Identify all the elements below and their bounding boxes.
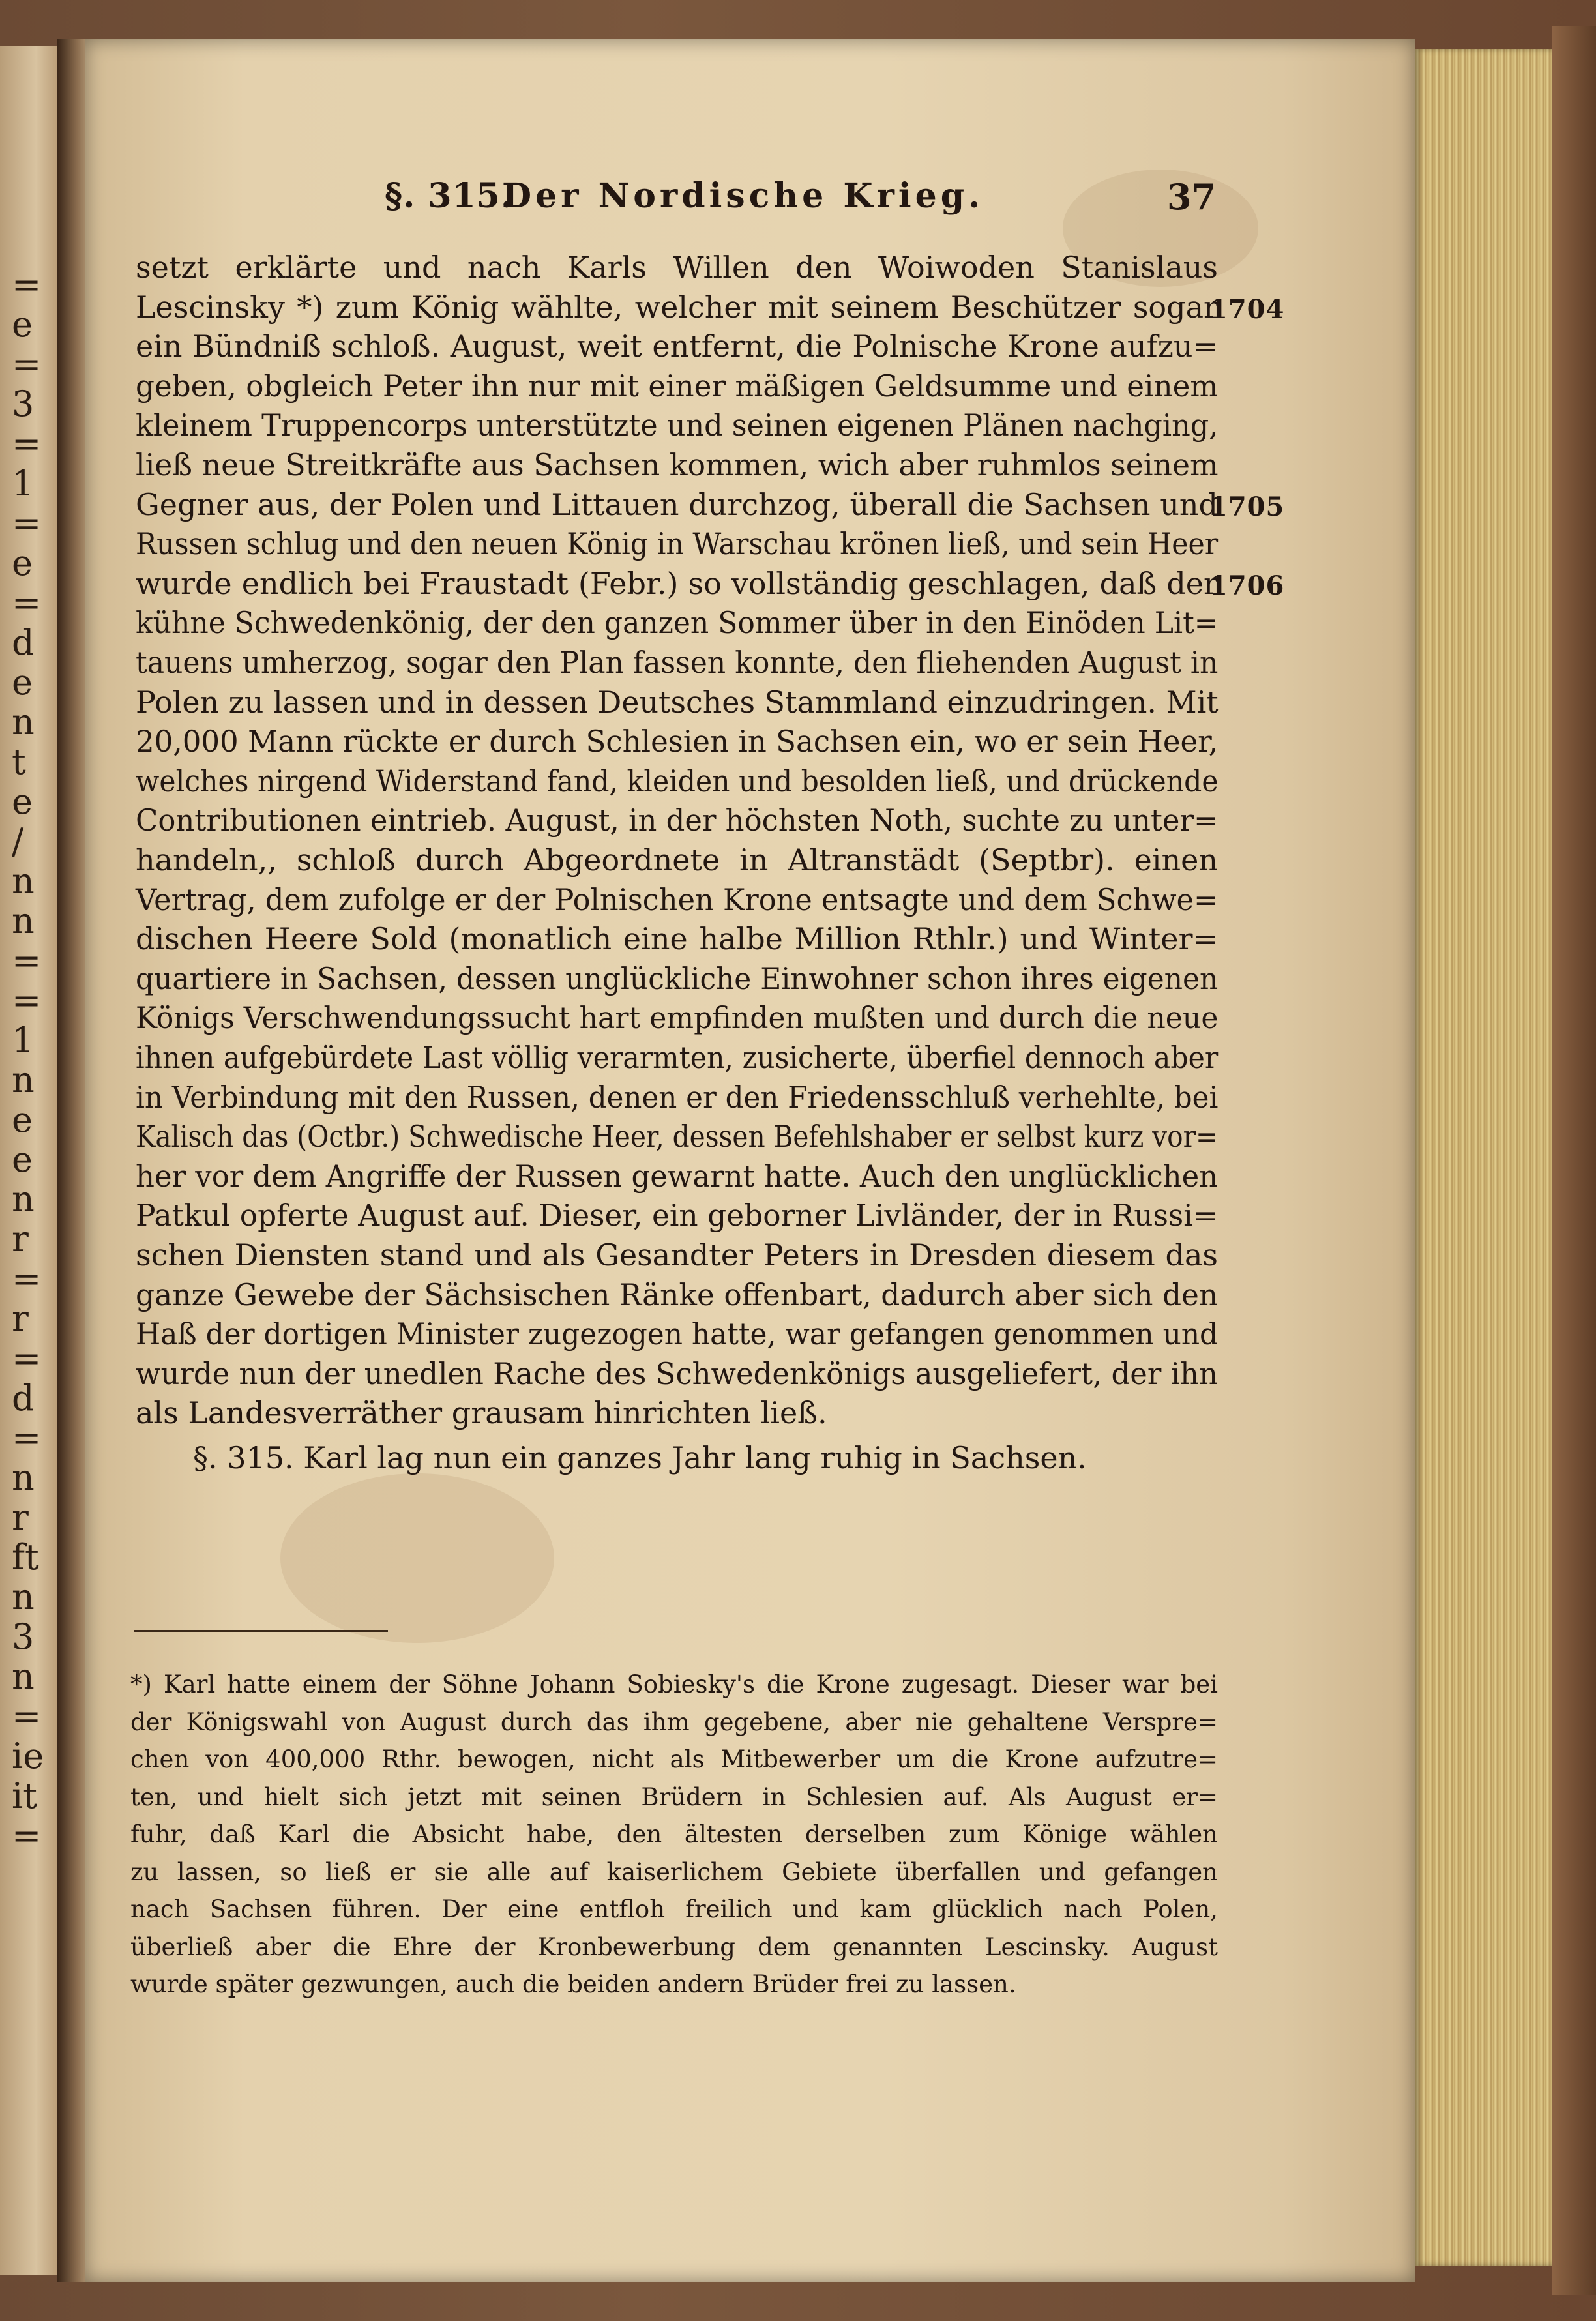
left-page-fragment: n [12,1656,35,1697]
left-page-fragment: = [12,582,42,623]
body-line: in Verbindung mit den Russen, denen er den Friedensschluß verhehlte, bei [136,1079,1219,1115]
left-page-fragment: e [12,1099,33,1140]
body-line: Contributionen eintrieb. August, in der höchsten Noth, suchte zu unter= [136,803,1219,838]
body-line: schen Diensten stand und als Gesandter Peters in Dresden diesem das [136,1237,1218,1273]
body-line: Kalisch das (Octbr.) Schwedische Heer, dessen Befehlshaber er selbst kurz vor= [136,1119,1219,1155]
body-line: quartiere in Sachsen, dessen unglückliche Einwohner schon ihres eigenen [136,960,1219,996]
body-line: setzt erklärte und nach Karls Willen den Woiwoden Stanislaus [136,250,1218,285]
gilt-page-edges [1415,49,1552,2266]
body-line: Vertrag, dem zufolge er der Polnischen Krone entsagte und dem Schwe= [136,881,1219,917]
left-page-fragment: n [12,1457,35,1498]
left-page-fragment: = [12,344,42,385]
left-page-fragment: e [12,781,33,822]
footnote-line: nach Sachsen führen. Der eine entfloh freilich und kam glücklich nach Polen, [130,1895,1218,1923]
left-page-fragment: n [12,900,35,941]
left-page-fragment: / [12,821,24,862]
body-line: Russen schlug und den neuen König in Warschau krönen ließ, und sein Heer [136,526,1219,562]
left-page-fragment: it [12,1775,37,1816]
cover-edge [1552,26,1596,2295]
body-line: Gegner aus, der Polen und Littauen durchzog, überall die Sachsen und [136,486,1218,522]
body-line: dischen Heere Sold (monatlich eine halbe Million Rthlr.) und Winter= [136,921,1218,957]
body-line: Königs Verschwendungssucht hart empfinden mußten und durch die neue [136,1000,1219,1036]
left-page-fragment: n [12,1576,35,1618]
left-page-fragment: = [12,1338,42,1379]
left-page-fragment: n [12,1059,35,1101]
left-page-fragment: r [12,1298,29,1339]
footnote-line: der Königswahl von August durch das ihm gegebene, aber nie gehaltene Verspre= [130,1707,1218,1736]
body-line: welches nirgend Widerstand fand, kleiden und besolden ließ, und drückende [136,763,1219,799]
left-page-fragment: = [12,980,42,1021]
left-page-fragment: n [12,1179,35,1220]
body-line: kleinem Truppencorps unterstützte und seinen eigenen Plänen nachging, [136,407,1219,443]
margin-year: 1705 [1209,491,1285,522]
footnote-line: zu lassen, so ließ er sie alle auf kaiserlichem Gebiete überfallen und gefangen [130,1857,1218,1886]
left-page-edge [0,46,60,2275]
left-page-fragment: ie [12,1736,44,1777]
body-line: Haß der dortigen Minister zugezogen hatte, war gefangen genommen und [136,1316,1219,1352]
left-page-fragment: = [12,1696,42,1737]
footnote-line: fuhr, daß Karl die Absicht habe, den ältesten derselben zum Könige wählen [130,1820,1218,1848]
left-page-fragment: = [12,1815,42,1856]
margin-year: 1704 [1209,293,1285,325]
footnote-line: chen von 400,000 Rthr. bewogen, nicht als Mitbewerber um die Krone aufzutre= [130,1745,1218,1773]
left-page-fragment: d [12,1378,35,1419]
left-page-fragment: e [12,542,33,584]
left-page-fragment: t [12,741,26,782]
body-line: geben, obgleich Peter ihn nur mit einer mäßigen Geldsumme und einem [136,368,1219,404]
body-line: ihnen aufgebürdete Last völlig verarmten, zusicherte, überfiel dennoch aber [136,1040,1219,1075]
body-line: handeln,, schloß durch Abgeordnete in Altranstädt (Septbr). einen [136,842,1218,878]
left-page-fragment: = [12,264,42,305]
body-line: kühne Schwedenkönig, der den ganzen Sommer über in den Einöden Lit= [136,605,1219,641]
running-header [385,176,1245,222]
body-line: Polen zu lassen und in dessen Deutsches Stammland einzudringen. Mit [136,684,1219,720]
left-page-fragment: 1 [12,463,35,504]
footnote-line: wurde später gezwungen, auch die beiden andern Brüder frei zu lassen. [130,1970,1016,1998]
left-page-fragment: = [12,1417,42,1458]
left-page-fragment: = [12,1258,42,1299]
header-title: Der Nordische Krieg. [502,176,984,216]
left-page-fragment: e [12,304,33,345]
paper-stain [280,1473,554,1643]
left-page-fragment: = [12,503,42,544]
body-line: ein Bündniß schloß. August, weit entfernt, die Polnische Krone aufzu= [136,329,1218,364]
margin-year: 1706 [1209,570,1285,601]
footnote-line: überließ aber die Ehre der Kronbewerbung dem genannten Lescinsky. August [130,1932,1218,1961]
left-page-fragment: 3 [12,383,35,424]
body-line: wurde endlich bei Fraustadt (Febr.) so vollständig geschlagen, daß der [136,565,1218,601]
left-page-fragment: r [12,1497,29,1538]
body-line: tauens umherzog, sogar den Plan fassen konnte, den fliehenden August in [136,645,1219,680]
footnote-rule [134,1630,388,1632]
left-page-fragment: e [12,1139,33,1180]
left-page-fragment: r [12,1219,29,1260]
left-page-fragment: e [12,662,33,703]
body-line: wurde nun der unedlen Rache des Schwedenkönigs ausgeliefert, der ihn [136,1355,1218,1391]
footnote-line: *) Karl hatte einem der Söhne Johann Sobiesky's die Krone zugesagt. Dieser war bei [130,1670,1218,1698]
left-page-fragment: d [12,622,35,663]
left-page-fragment: ft [12,1537,39,1578]
left-page-fragment: = [12,423,42,464]
left-page-fragment: 3 [12,1616,35,1657]
footnote-line: ten, und hielt sich jetzt mit seinen Brüdern in Schlesien auf. Als August er= [130,1782,1218,1811]
body-line: als Landesverräther grausam hinrichten ließ. [136,1395,827,1431]
left-page-fragment: n [12,861,35,902]
page-number: 37 [1167,176,1217,218]
body-line: Lescinsky *) zum König wählte, welcher mit seinem Beschützer sogar [136,289,1218,325]
body-line: ganze Gewebe der Sächsischen Ränke offenbart, dadurch aber sich den [136,1277,1219,1312]
left-page-fragment: 1 [12,1020,35,1061]
header-section: §. 315. [385,176,514,216]
body-line: her vor dem Angriffe der Russen gewarnt hatte. Auch den unglücklichen [136,1158,1219,1194]
left-page-fragment: n [12,702,35,743]
body-line: Patkul opferte August auf. Dieser, ein geborner Livländer, der in Russi= [136,1198,1218,1234]
section-heading-line: §. 315. Karl lag nun ein ganzes Jahr lang ruhig in Sachsen. [193,1440,1087,1475]
left-page-fragment: = [12,940,42,981]
body-line: ließ neue Streitkräfte aus Sachsen kommen, wich aber ruhmlos seinem [136,447,1219,482]
body-line: 20,000 Mann rückte er durch Schlesien in Sachsen ein, wo er sein Heer, [136,724,1219,760]
